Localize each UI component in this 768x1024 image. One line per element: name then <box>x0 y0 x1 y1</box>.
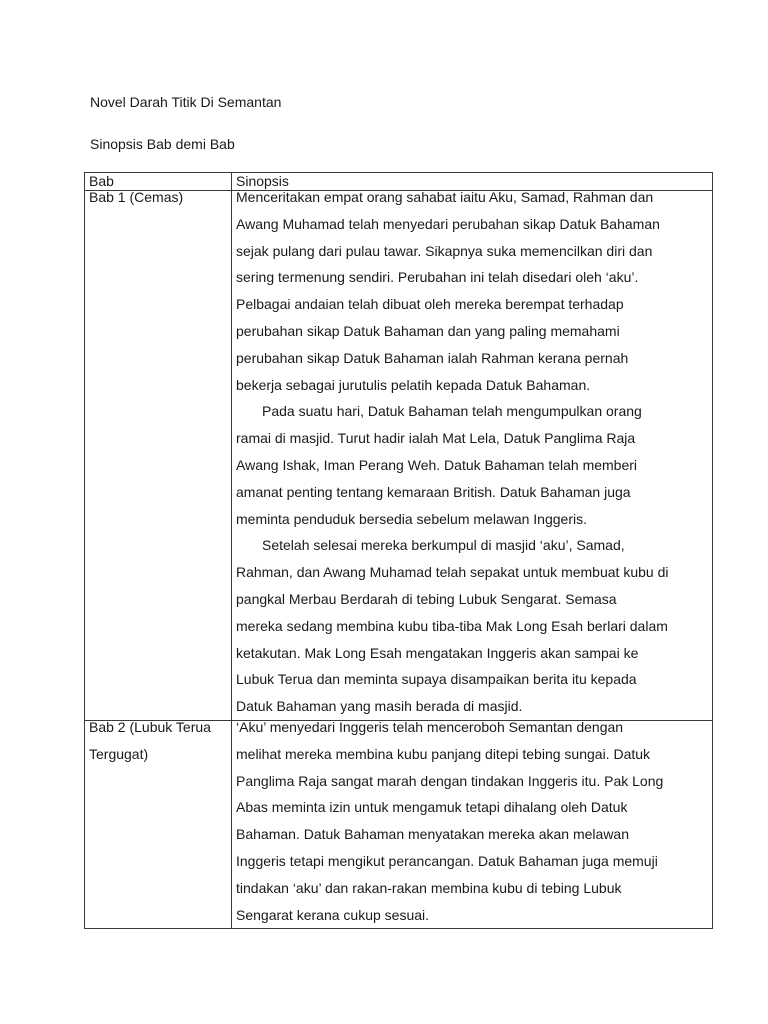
sinopsis-line: Awang Ishak, Iman Perang Weh. Datuk Bahaman telah memberi <box>236 456 638 473</box>
sinopsis-line: bekerja sebagai jurutulis pelatih kepada Datuk Bahaman. <box>236 376 591 393</box>
sinopsis-line: Pada suatu hari, Datuk Bahaman telah mengumpulkan orang <box>262 403 642 420</box>
sinopsis-line: Sengarat kerana cukup sesuai. <box>236 906 430 923</box>
sinopsis-line: Abas meminta izin untuk mengamuk tetapi dihalang oleh Datuk <box>236 799 628 816</box>
header-sinopsis: Sinopsis <box>232 173 713 191</box>
sinopsis-line: mereka sedang membina kubu tiba-tiba Mak Long Esah berlari dalam <box>236 617 668 634</box>
sinopsis-cell <box>232 720 713 928</box>
sinopsis-line: Bahaman. Datuk Bahaman menyatakan mereka akan melawan <box>236 826 629 843</box>
sinopsis-line: ‘Aku’ menyedari Inggeris telah menceroboh Semantan dengan <box>236 720 624 735</box>
sinopsis-line: ketakutan. Mak Long Esah mengatakan Inggeris akan sampai ke <box>236 644 639 661</box>
sinopsis-line: Pelbagai andaian telah dibuat oleh mereka berempat terhadap <box>236 296 624 313</box>
sinopsis-line: Menceritakan empat orang sahabat iaitu Aku, Samad, Rahman dan <box>236 190 654 205</box>
sinopsis-line: sering termenung sendiri. Perubahan ini telah disedari oleh ‘aku’. <box>236 269 639 286</box>
sinopsis-line: Inggeris tetapi mengikut perancangan. Datuk Bahaman juga memuji <box>236 852 658 869</box>
sinopsis-line: Awang Muhamad telah menyedari perubahan sikap Datuk Bahaman <box>236 215 660 232</box>
sinopsis-line: ramai di masjid. Turut hadir ialah Mat Lela, Datuk Panglima Raja <box>236 430 636 447</box>
synopsis-table <box>84 172 713 929</box>
document-subtitle: Sinopsis Bab demi Bab <box>90 136 235 152</box>
sinopsis-line: sejak pulang dari pulau tawar. Sikapnya suka memencilkan diri dan <box>236 242 653 259</box>
sinopsis-line: melihat mereka membina kubu panjang ditepi tebing sungai. Datuk <box>236 745 651 762</box>
table-row <box>85 191 713 721</box>
bab-label: Tergugat) <box>89 745 149 762</box>
sinopsis-line: Setelah selesai mereka berkumpul di masjid ‘aku’, Samad, <box>262 537 625 554</box>
sinopsis-line: Panglima Raja sangat marah dengan tindakan Inggeris itu. Pak Long <box>236 772 664 789</box>
sinopsis-line: pangkal Merbau Berdarah di tebing Lubuk Sengarat. Semasa <box>236 590 617 607</box>
document-title: Novel Darah Titik Di Semantan <box>90 94 282 110</box>
sinopsis-line: amanat penting tentang kemaraan British. Datuk Bahaman juga <box>236 483 631 500</box>
sinopsis-line: Datuk Bahaman yang masih berada di masjid. <box>236 698 523 715</box>
sinopsis-line: meminta penduduk bersedia sebelum melawan Inggeris. <box>236 510 587 527</box>
bab-cell <box>85 191 232 721</box>
sinopsis-line: perubahan sikap Datuk Bahaman dan yang paling memahami <box>236 322 620 339</box>
sinopsis-line: Lubuk Terua dan meminta supaya disampaikan berita itu kepada <box>236 671 637 688</box>
bab-label: Bab 2 (Lubuk Terua <box>89 718 211 735</box>
sinopsis-line: tindakan ‘aku’ dan rakan-rakan membina kubu di tebing Lubuk <box>236 879 622 896</box>
bab-label: Bab 1 (Cemas) <box>89 189 184 205</box>
sinopsis-line: perubahan sikap Datuk Bahaman ialah Rahman kerana pernah <box>236 349 629 366</box>
sinopsis-cell <box>232 191 713 721</box>
table-row <box>85 720 713 928</box>
sinopsis-line: Rahman, dan Awang Muhamad telah sepakat untuk membuat kubu di <box>236 564 669 581</box>
header-bab: Bab <box>85 173 232 191</box>
bab-cell <box>85 720 232 928</box>
